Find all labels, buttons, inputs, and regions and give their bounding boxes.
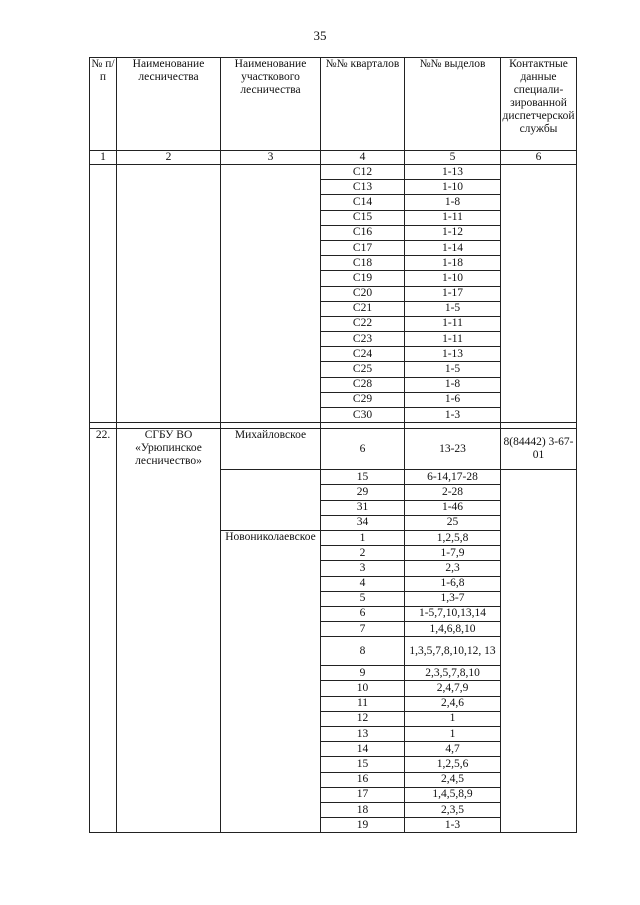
cell-allotment: 1,3,5,7,8,10,12, 13 bbox=[405, 637, 501, 666]
cell-contact-empty bbox=[501, 165, 577, 423]
table-row bbox=[90, 429, 577, 470]
header-row bbox=[90, 58, 577, 151]
cell-contact-empty bbox=[501, 470, 577, 833]
column-number: 5 bbox=[405, 151, 501, 165]
cell-allotment: 1-11 bbox=[405, 210, 501, 225]
entry-number: 22. bbox=[90, 429, 117, 833]
cell-quarter: 4 bbox=[321, 576, 405, 591]
cell-quarter: 3 bbox=[321, 561, 405, 576]
cell-num-empty bbox=[90, 165, 117, 423]
header-contacts: Контактные данные специали-зированной диспетчерской службы bbox=[501, 58, 577, 151]
cell-quarter: С21 bbox=[321, 301, 405, 316]
cell-allotment: 1-6 bbox=[405, 392, 501, 407]
cell-allotment: 2,4,5 bbox=[405, 772, 501, 787]
cell-allotment: 1-13 bbox=[405, 165, 501, 180]
cell-allotment: 1,2,5,8 bbox=[405, 530, 501, 545]
cell-quarter: 6 bbox=[321, 606, 405, 621]
contact-phone: 8(84442) 3-67-01 bbox=[501, 429, 577, 470]
cell-allotment: 2,3 bbox=[405, 561, 501, 576]
cell-quarter: 14 bbox=[321, 742, 405, 757]
cell-allotment: 1-5 bbox=[405, 362, 501, 377]
cell-allotment: 1-6,8 bbox=[405, 576, 501, 591]
header-district: Наименование участкового лесничества bbox=[221, 58, 321, 151]
cell-allotment: 1,3-7 bbox=[405, 591, 501, 606]
header-quarters: №№ кварталов bbox=[321, 58, 405, 151]
cell-quarter: 16 bbox=[321, 772, 405, 787]
cell-allotment: 1-11 bbox=[405, 316, 501, 331]
cell-quarter: 15 bbox=[321, 470, 405, 485]
cell-quarter: С30 bbox=[321, 408, 405, 423]
cell-quarter: С20 bbox=[321, 286, 405, 301]
cell-district-empty bbox=[221, 470, 321, 531]
column-number: 6 bbox=[501, 151, 577, 165]
cell-allotment: 1-12 bbox=[405, 225, 501, 240]
cell-allotment: 1 bbox=[405, 711, 501, 726]
cell-quarter: 19 bbox=[321, 818, 405, 833]
cell-quarter: С19 bbox=[321, 271, 405, 286]
table-row bbox=[90, 165, 577, 180]
cell-quarter: 13 bbox=[321, 727, 405, 742]
district-mikhailovskoe: Михайловское bbox=[221, 429, 321, 470]
cell-quarter: С17 bbox=[321, 240, 405, 255]
cell-allotment: 4,7 bbox=[405, 742, 501, 757]
cell-allotment: 1-46 bbox=[405, 500, 501, 515]
cell-quarter: 17 bbox=[321, 787, 405, 802]
cell-quarter: С13 bbox=[321, 180, 405, 195]
cell-quarter: 6 bbox=[321, 429, 405, 470]
cell-quarter: С28 bbox=[321, 377, 405, 392]
cell-quarter: С29 bbox=[321, 392, 405, 407]
cell-quarter: 18 bbox=[321, 802, 405, 817]
column-number: 3 bbox=[221, 151, 321, 165]
cell-quarter: С12 bbox=[321, 165, 405, 180]
cell-quarter: 5 bbox=[321, 591, 405, 606]
cell-allotment: 2,4,7,9 bbox=[405, 681, 501, 696]
cell-allotment: 1 bbox=[405, 727, 501, 742]
column-number: 2 bbox=[117, 151, 221, 165]
cell-quarter: С22 bbox=[321, 316, 405, 331]
cell-quarter: 12 bbox=[321, 711, 405, 726]
cell-allotment: 1-14 bbox=[405, 240, 501, 255]
header-forestry: Наименование лесничества bbox=[117, 58, 221, 151]
header-allotments: №№ выделов bbox=[405, 58, 501, 151]
cell-quarter: 7 bbox=[321, 622, 405, 637]
cell-allotment: 1-11 bbox=[405, 332, 501, 347]
cell-quarter: 29 bbox=[321, 485, 405, 500]
cell-quarter: 10 bbox=[321, 681, 405, 696]
cell-allotment: 1-18 bbox=[405, 256, 501, 271]
cell-allotment: 1-10 bbox=[405, 180, 501, 195]
cell-allotment: 2,4,6 bbox=[405, 696, 501, 711]
cell-allotment: 1-8 bbox=[405, 377, 501, 392]
cell-allotment: 1-5,7,10,13,14 bbox=[405, 606, 501, 621]
cell-allotment: 1,4,5,8,9 bbox=[405, 787, 501, 802]
cell-allotment: 2,3,5 bbox=[405, 802, 501, 817]
cell-allotment: 1,4,6,8,10 bbox=[405, 622, 501, 637]
cell-quarter: С24 bbox=[321, 347, 405, 362]
cell-allotment: 1-3 bbox=[405, 408, 501, 423]
cell-allotment: 2-28 bbox=[405, 485, 501, 500]
cell-allotment: 6-14,17-28 bbox=[405, 470, 501, 485]
cell-allotment: 1-17 bbox=[405, 286, 501, 301]
page-number: 35 bbox=[313, 28, 327, 43]
cell-allotment: 1-3 bbox=[405, 818, 501, 833]
cell-allotment: 1-7,9 bbox=[405, 546, 501, 561]
cell-quarter: 11 bbox=[321, 696, 405, 711]
cell-allotment: 1-13 bbox=[405, 347, 501, 362]
cell-quarter: 31 bbox=[321, 500, 405, 515]
cell-allotment: 25 bbox=[405, 515, 501, 530]
table-body bbox=[90, 58, 577, 833]
forestry-name: СГБУ ВО «Урюпинское лесничество» bbox=[117, 429, 221, 833]
cell-forestry-empty bbox=[117, 165, 221, 423]
cell-quarter: 8 bbox=[321, 637, 405, 666]
cell-quarter: 15 bbox=[321, 757, 405, 772]
cell-district-empty bbox=[221, 165, 321, 423]
column-number: 1 bbox=[90, 151, 117, 165]
cell-allotment: 13-23 bbox=[405, 429, 501, 470]
cell-quarter: С16 bbox=[321, 225, 405, 240]
cell-allotment: 1,2,5,6 bbox=[405, 757, 501, 772]
header-num: № п/п bbox=[90, 58, 117, 151]
cell-allotment: 1-8 bbox=[405, 195, 501, 210]
cell-quarter: 2 bbox=[321, 546, 405, 561]
cell-quarter: 1 bbox=[321, 530, 405, 545]
cell-quarter: С15 bbox=[321, 210, 405, 225]
cell-allotment: 1-5 bbox=[405, 301, 501, 316]
forestry-table bbox=[89, 57, 577, 833]
cell-quarter: С25 bbox=[321, 362, 405, 377]
cell-quarter: 34 bbox=[321, 515, 405, 530]
cell-allotment: 1-10 bbox=[405, 271, 501, 286]
column-number-row bbox=[90, 151, 577, 165]
cell-quarter: 9 bbox=[321, 666, 405, 681]
cell-quarter: С14 bbox=[321, 195, 405, 210]
district-novonikolaevskoe: Новониколаевское bbox=[221, 530, 321, 832]
cell-quarter: С18 bbox=[321, 256, 405, 271]
cell-allotment: 2,3,5,7,8,10 bbox=[405, 666, 501, 681]
column-number: 4 bbox=[321, 151, 405, 165]
cell-quarter: С23 bbox=[321, 332, 405, 347]
